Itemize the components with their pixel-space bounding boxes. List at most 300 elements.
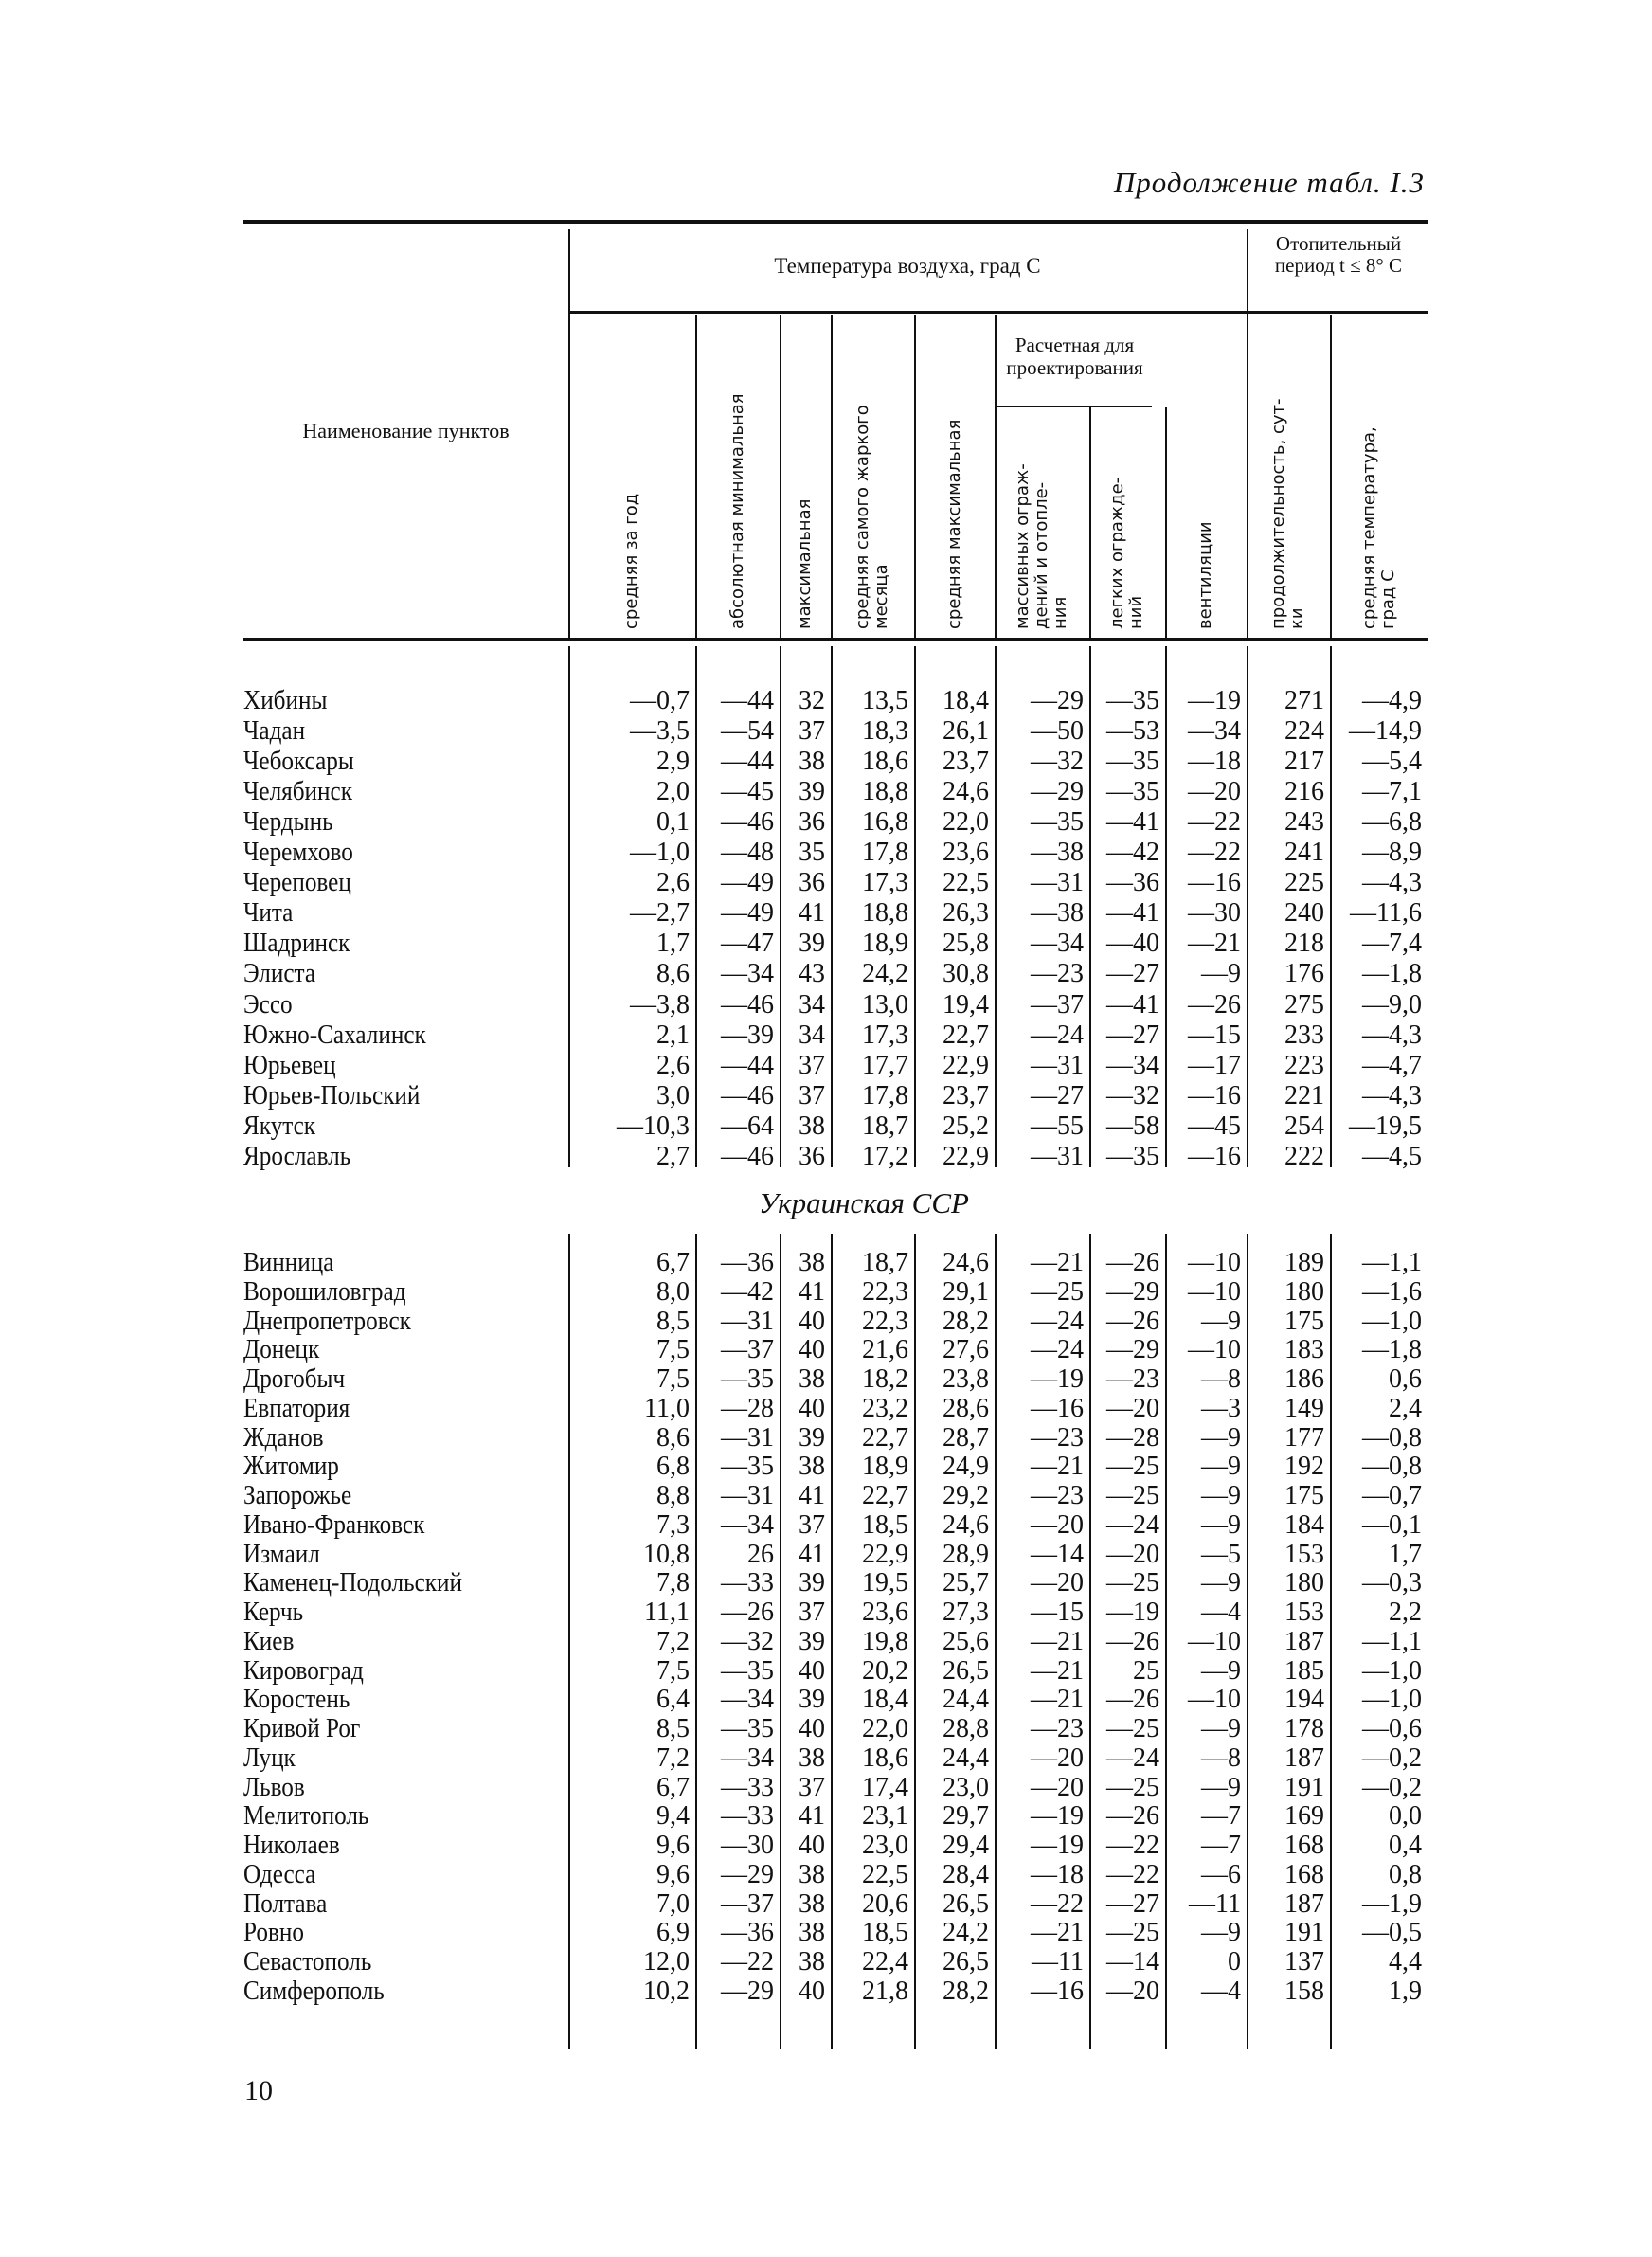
cell-col-6: —23 — [1031, 1422, 1084, 1453]
cell-col-5: 24,6 — [943, 777, 989, 807]
cell-col-8: —9 — [1201, 1772, 1241, 1802]
cell-col-10: —4,7 — [1362, 1050, 1422, 1080]
cell-col-10: —4,3 — [1362, 868, 1422, 898]
cell-col-7: —36 — [1106, 868, 1159, 898]
cell-col-6: —21 — [1031, 1685, 1084, 1715]
cell-col-1: 7,2 — [656, 1742, 690, 1773]
location-name: Дрогобыч — [243, 1364, 346, 1394]
design-group-rule — [995, 406, 1152, 407]
cell-col-5: 22,9 — [943, 1141, 989, 1171]
cell-col-5: 30,8 — [943, 959, 989, 989]
cell-col-8: —9 — [1201, 1306, 1241, 1336]
cell-col-7: —29 — [1106, 1335, 1159, 1365]
cell-col-8: —9 — [1201, 1509, 1241, 1540]
location-name: Чебоксары — [243, 747, 354, 777]
cell-col-6: —14 — [1031, 1539, 1084, 1569]
cell-col-9: 180 — [1284, 1568, 1324, 1598]
cell-col-2: —49 — [721, 868, 774, 898]
cell-col-2: —22 — [721, 1947, 774, 1977]
cell-col-4: 23,2 — [862, 1393, 908, 1423]
cell-col-3: 41 — [799, 1276, 825, 1307]
cell-col-9: 194 — [1284, 1685, 1324, 1715]
cell-col-10: —1,0 — [1362, 1306, 1422, 1336]
cell-col-5: 24,6 — [943, 1509, 989, 1540]
cell-col-6: —20 — [1031, 1742, 1084, 1773]
cell-col-4: 18,9 — [862, 929, 908, 959]
cell-col-5: 25,8 — [943, 929, 989, 959]
section-title-ukrainian-ssr: Украинская ССР — [759, 1186, 969, 1219]
cell-col-7: —41 — [1106, 898, 1159, 929]
cell-col-4: 18,5 — [862, 1918, 908, 1948]
cell-col-10: 2,2 — [1389, 1598, 1422, 1627]
table-row — [243, 1051, 1437, 1080]
cell-col-3: 39 — [799, 1422, 825, 1453]
cell-col-9: 185 — [1284, 1655, 1324, 1686]
cell-col-9: 177 — [1284, 1422, 1324, 1453]
table-row — [243, 1918, 1437, 1947]
table-row — [243, 1627, 1437, 1656]
cell-col-6: —22 — [1031, 1888, 1084, 1919]
table-row — [243, 1773, 1437, 1802]
cell-col-5: 19,4 — [943, 989, 989, 1020]
cell-col-1: —10,3 — [617, 1110, 690, 1141]
cell-col-2: —34 — [721, 1685, 774, 1715]
header-heating-period: Отопительный период t ≤ 8° С — [1274, 232, 1403, 277]
cell-col-5: 28,7 — [943, 1422, 989, 1453]
location-name: Коростень — [243, 1685, 350, 1715]
location-name: Львов — [243, 1772, 305, 1802]
cell-col-10: 0,6 — [1389, 1364, 1422, 1394]
table-row — [243, 1364, 1437, 1394]
table-row — [243, 1277, 1437, 1307]
cell-col-8: —15 — [1188, 1020, 1241, 1050]
cell-col-1: 2,7 — [656, 1141, 690, 1171]
cell-col-7: —25 — [1106, 1714, 1159, 1743]
cell-col-10: 4,4 — [1389, 1947, 1422, 1977]
cell-col-1: 0,1 — [656, 807, 690, 838]
location-name: Николаев — [243, 1831, 340, 1860]
cell-col-4: 19,5 — [862, 1568, 908, 1598]
cell-col-6: —31 — [1031, 1141, 1084, 1171]
cell-col-6: —19 — [1031, 1801, 1084, 1832]
cell-col-8: —9 — [1201, 1422, 1241, 1453]
cell-col-10: 0,8 — [1389, 1859, 1422, 1889]
cell-col-7: —22 — [1106, 1831, 1159, 1860]
cell-col-5: 26,3 — [943, 898, 989, 929]
cell-col-6: —21 — [1031, 1452, 1084, 1482]
cell-col-6: —29 — [1031, 686, 1084, 715]
cell-col-7: —22 — [1106, 1859, 1159, 1889]
cell-col-7: —20 — [1106, 1976, 1159, 2006]
cell-col-3: 37 — [799, 1050, 825, 1080]
cell-col-5: 22,7 — [943, 1020, 989, 1050]
cell-col-5: 27,3 — [943, 1598, 989, 1627]
cell-col-4: 18,6 — [862, 1742, 908, 1773]
header-divider — [695, 315, 697, 638]
cell-col-10: —4,9 — [1362, 686, 1422, 715]
cell-col-4: 13,0 — [862, 989, 908, 1020]
table-row — [243, 716, 1437, 746]
cell-col-6: —34 — [1031, 929, 1084, 959]
cell-col-7: —24 — [1106, 1509, 1159, 1540]
cell-col-5: 24,6 — [943, 1248, 989, 1277]
cell-col-8: —19 — [1188, 686, 1241, 715]
cell-col-3: 38 — [799, 1110, 825, 1141]
cell-col-8: —18 — [1188, 747, 1241, 777]
cell-col-4: 18,2 — [862, 1364, 908, 1394]
cell-col-9: 225 — [1284, 868, 1324, 898]
cell-col-10: —8,9 — [1362, 838, 1422, 868]
cell-col-1: 8,6 — [656, 1422, 690, 1453]
cell-col-3: 39 — [799, 1568, 825, 1598]
cell-col-2: —46 — [721, 1080, 774, 1110]
cell-col-3: 40 — [799, 1831, 825, 1860]
cell-col-2: —42 — [721, 1276, 774, 1307]
cell-col-5: 25,7 — [943, 1568, 989, 1598]
location-name: Полтава — [243, 1888, 328, 1919]
column-header-9: продолжительность, сут- ки — [1268, 398, 1307, 629]
cell-col-3: 38 — [799, 1918, 825, 1948]
table-row — [243, 838, 1437, 867]
cell-col-5: 29,2 — [943, 1481, 989, 1510]
cell-col-4: 16,8 — [862, 807, 908, 838]
cell-col-9: 216 — [1284, 777, 1324, 807]
cell-col-8: —8 — [1201, 1364, 1241, 1394]
cell-col-5: 24,4 — [943, 1685, 989, 1715]
header-divider — [568, 229, 570, 638]
cell-col-3: 41 — [799, 1801, 825, 1832]
cell-col-1: 8,5 — [656, 1714, 690, 1743]
column-header-8: вентиляции — [1195, 521, 1215, 629]
cell-col-5: 29,1 — [943, 1276, 989, 1307]
cell-col-5: 28,2 — [943, 1976, 989, 2006]
cell-col-3: 40 — [799, 1655, 825, 1686]
cell-col-4: 21,8 — [862, 1976, 908, 2006]
cell-col-3: 40 — [799, 1335, 825, 1365]
cell-col-2: —34 — [721, 1509, 774, 1540]
table-row — [243, 1656, 1437, 1686]
table-row — [243, 1977, 1437, 2006]
cell-col-4: 18,8 — [862, 777, 908, 807]
cell-col-6: —16 — [1031, 1976, 1084, 2006]
cell-col-1: 9,4 — [656, 1801, 690, 1832]
cell-col-3: 40 — [799, 1976, 825, 2006]
cell-col-8: —9 — [1201, 1481, 1241, 1510]
cell-col-5: 22,5 — [943, 868, 989, 898]
cell-col-3: 34 — [799, 1020, 825, 1050]
cell-col-3: 39 — [799, 777, 825, 807]
cell-col-7: —28 — [1106, 1422, 1159, 1453]
table-row — [243, 1860, 1437, 1889]
table-row — [243, 1540, 1437, 1569]
column-header-2: абсолютная минимальная — [727, 393, 747, 629]
cell-col-6: —31 — [1031, 868, 1084, 898]
cell-col-7: —19 — [1106, 1598, 1159, 1627]
cell-col-1: —0,7 — [630, 686, 690, 715]
cell-col-5: 28,2 — [943, 1306, 989, 1336]
cell-col-4: 17,8 — [862, 1080, 908, 1110]
cell-col-1: 3,0 — [656, 1080, 690, 1110]
location-name: Ярославль — [243, 1141, 351, 1171]
table-row — [243, 868, 1437, 897]
column-header-5: средняя максимальная — [943, 419, 964, 629]
table-row — [243, 1685, 1437, 1714]
cell-col-9: 189 — [1284, 1248, 1324, 1277]
cell-col-10: —0,2 — [1362, 1742, 1422, 1773]
cell-col-10: —0,1 — [1362, 1509, 1422, 1540]
cell-col-3: 36 — [799, 807, 825, 838]
cell-col-3: 37 — [799, 716, 825, 747]
location-name: Евпатория — [243, 1393, 350, 1423]
cell-col-8: —10 — [1188, 1335, 1241, 1365]
cell-col-8: —9 — [1201, 1714, 1241, 1743]
cell-col-10: —4,5 — [1362, 1141, 1422, 1171]
cell-col-8: 0 — [1228, 1947, 1241, 1977]
cell-col-1: 6,7 — [656, 1772, 690, 1802]
cell-col-9: 224 — [1284, 716, 1324, 747]
cell-col-1: 9,6 — [656, 1859, 690, 1889]
cell-col-9: 223 — [1284, 1050, 1324, 1080]
cell-col-8: —4 — [1201, 1598, 1241, 1627]
cell-col-7: —35 — [1106, 777, 1159, 807]
cell-col-10: —6,8 — [1362, 807, 1422, 838]
cell-col-4: 22,4 — [862, 1947, 908, 1977]
cell-col-3: 35 — [799, 838, 825, 868]
cell-col-10: —1,0 — [1362, 1685, 1422, 1715]
cell-col-6: —29 — [1031, 777, 1084, 807]
cell-col-4: 18,3 — [862, 716, 908, 747]
header-bottom-rule — [243, 638, 1428, 641]
cell-col-8: —4 — [1201, 1976, 1241, 2006]
cell-col-8: —21 — [1188, 929, 1241, 959]
cell-col-8: —22 — [1188, 807, 1241, 838]
cell-col-3: 43 — [799, 959, 825, 989]
location-name: Череповец — [243, 868, 351, 898]
cell-col-8: —30 — [1188, 898, 1241, 929]
cell-col-10: —7,1 — [1362, 777, 1422, 807]
cell-col-2: —33 — [721, 1568, 774, 1598]
table-row — [243, 1335, 1437, 1364]
cell-col-8: —10 — [1188, 1685, 1241, 1715]
table-row — [243, 1743, 1437, 1773]
cell-col-2: —30 — [721, 1831, 774, 1860]
table-row — [243, 898, 1437, 928]
cell-col-9: 187 — [1284, 1742, 1324, 1773]
cell-col-6: —15 — [1031, 1598, 1084, 1627]
cell-col-5: 22,9 — [943, 1050, 989, 1080]
table-row — [243, 1510, 1437, 1540]
location-name: Черемхово — [243, 838, 353, 868]
cell-col-2: —29 — [721, 1976, 774, 2006]
cell-col-8: —8 — [1201, 1742, 1241, 1773]
cell-col-9: 192 — [1284, 1452, 1324, 1482]
cell-col-6: —21 — [1031, 1626, 1084, 1656]
group-rule — [568, 311, 1428, 314]
cell-col-2: —45 — [721, 777, 774, 807]
cell-col-4: 20,2 — [862, 1655, 908, 1686]
column-header-10: средняя температура, град С — [1358, 426, 1398, 629]
location-name: Ворошиловград — [243, 1276, 406, 1307]
table-row — [243, 990, 1437, 1020]
cell-col-1: 8,0 — [656, 1276, 690, 1307]
cell-col-6: —18 — [1031, 1859, 1084, 1889]
column-header-7: легких огражде- ний — [1107, 477, 1146, 629]
cell-col-7: —41 — [1106, 989, 1159, 1020]
cell-col-9: 137 — [1284, 1947, 1324, 1977]
cell-col-2: —26 — [721, 1598, 774, 1627]
cell-col-2: —44 — [721, 686, 774, 715]
location-name: Челябинск — [243, 777, 352, 807]
table-row — [243, 1248, 1437, 1277]
cell-col-10: —0,3 — [1362, 1568, 1422, 1598]
cell-col-10: 0,0 — [1389, 1801, 1422, 1832]
header-design: Расчетная для проектирования — [1006, 334, 1143, 379]
cell-col-6: —24 — [1031, 1020, 1084, 1050]
cell-col-2: —34 — [721, 959, 774, 989]
cell-col-4: 22,9 — [862, 1539, 908, 1569]
cell-col-1: —3,8 — [630, 989, 690, 1020]
cell-col-9: 180 — [1284, 1276, 1324, 1307]
cell-col-8: —11 — [1189, 1888, 1241, 1919]
cell-col-9: 158 — [1284, 1976, 1324, 2006]
location-name: Винница — [243, 1248, 334, 1277]
location-name: Элиста — [243, 959, 316, 989]
location-name: Юрьевец — [243, 1050, 336, 1080]
cell-col-6: —27 — [1031, 1080, 1084, 1110]
cell-col-2: —31 — [721, 1481, 774, 1510]
cell-col-4: 20,6 — [862, 1888, 908, 1919]
header-divider — [1247, 229, 1248, 638]
cell-col-4: 13,5 — [862, 686, 908, 715]
location-name: Ивано-Франковск — [243, 1509, 425, 1540]
cell-col-5: 29,7 — [943, 1801, 989, 1832]
cell-col-7: —26 — [1106, 1306, 1159, 1336]
cell-col-5: 23,7 — [943, 747, 989, 777]
cell-col-8: —9 — [1201, 1452, 1241, 1482]
cell-col-10: 2,4 — [1389, 1393, 1422, 1423]
cell-col-8: —7 — [1201, 1831, 1241, 1860]
cell-col-9: 153 — [1284, 1598, 1324, 1627]
header-divider — [1089, 407, 1091, 638]
cell-col-5: 23,7 — [943, 1080, 989, 1110]
cell-col-10: —1,6 — [1362, 1276, 1422, 1307]
cell-col-4: 17,8 — [862, 838, 908, 868]
cell-col-1: 7,0 — [656, 1888, 690, 1919]
cell-col-3: 37 — [799, 1598, 825, 1627]
cell-col-6: —50 — [1031, 716, 1084, 747]
location-name: Хибины — [243, 686, 328, 715]
cell-col-8: —16 — [1188, 1080, 1241, 1110]
cell-col-4: 18,5 — [862, 1509, 908, 1540]
cell-col-10: —0,2 — [1362, 1772, 1422, 1802]
cell-col-9: 243 — [1284, 807, 1324, 838]
cell-col-3: 34 — [799, 989, 825, 1020]
location-name: Запорожье — [243, 1481, 352, 1510]
cell-col-9: 153 — [1284, 1539, 1324, 1569]
cell-col-6: —21 — [1031, 1918, 1084, 1948]
cell-col-9: 191 — [1284, 1772, 1324, 1802]
cell-col-1: 7,5 — [656, 1655, 690, 1686]
cell-col-3: 37 — [799, 1080, 825, 1110]
cell-col-6: —23 — [1031, 1481, 1084, 1510]
cell-col-9: 275 — [1284, 989, 1324, 1020]
location-name: Житомир — [243, 1452, 339, 1482]
cell-col-7: —35 — [1106, 1141, 1159, 1171]
cell-col-10: —5,4 — [1362, 747, 1422, 777]
cell-col-4: 18,7 — [862, 1248, 908, 1277]
cell-col-6: —20 — [1031, 1772, 1084, 1802]
table-row — [243, 1142, 1437, 1171]
cell-col-2: —35 — [721, 1714, 774, 1743]
table-row — [243, 1481, 1437, 1510]
cell-col-2: —35 — [721, 1364, 774, 1394]
cell-col-7: —34 — [1106, 1050, 1159, 1080]
location-name: Юрьев-Польский — [243, 1080, 421, 1110]
cell-col-9: 217 — [1284, 747, 1324, 777]
cell-col-1: 2,9 — [656, 747, 690, 777]
cell-col-3: 41 — [799, 898, 825, 929]
cell-col-5: 24,9 — [943, 1452, 989, 1482]
table-row — [243, 1598, 1437, 1627]
table-row — [243, 1889, 1437, 1919]
cell-col-6: —38 — [1031, 898, 1084, 929]
cell-col-8: —9 — [1201, 959, 1241, 989]
cell-col-4: 17,3 — [862, 1020, 908, 1050]
column-header-3: максимальная — [795, 498, 815, 629]
cell-col-5: 23,8 — [943, 1364, 989, 1394]
cell-col-3: 40 — [799, 1306, 825, 1336]
cell-col-6: —31 — [1031, 1050, 1084, 1080]
table-row — [243, 1947, 1437, 1977]
cell-col-2: —47 — [721, 929, 774, 959]
cell-col-10: —0,5 — [1362, 1918, 1422, 1948]
cell-col-1: 11,1 — [644, 1598, 690, 1627]
cell-col-1: 11,0 — [644, 1393, 690, 1423]
cell-col-4: 18,7 — [862, 1110, 908, 1141]
header-divider — [995, 315, 997, 638]
cell-col-2: —44 — [721, 1050, 774, 1080]
location-name: Ровно — [243, 1918, 304, 1948]
table-row — [243, 959, 1437, 988]
cell-col-10: —1,1 — [1362, 1248, 1422, 1277]
location-name: Чадан — [243, 716, 306, 747]
cell-col-2: —44 — [721, 747, 774, 777]
cell-col-1: 1,7 — [656, 929, 690, 959]
cell-col-4: 18,8 — [862, 898, 908, 929]
cell-col-2: —46 — [721, 989, 774, 1020]
location-name: Донецк — [243, 1335, 320, 1365]
cell-col-2: —35 — [721, 1655, 774, 1686]
location-name: Кривой Рог — [243, 1714, 361, 1743]
location-name: Севастополь — [243, 1947, 372, 1977]
cell-col-5: 28,6 — [943, 1393, 989, 1423]
cell-col-10: —4,3 — [1362, 1020, 1422, 1050]
cell-col-2: —64 — [721, 1110, 774, 1141]
cell-col-7: —27 — [1106, 959, 1159, 989]
cell-col-4: 17,4 — [862, 1772, 908, 1802]
cell-col-2: —28 — [721, 1393, 774, 1423]
cell-col-1: 6,4 — [656, 1685, 690, 1715]
cell-col-9: 169 — [1284, 1801, 1324, 1832]
cell-col-9: 168 — [1284, 1831, 1324, 1860]
cell-col-8: —7 — [1201, 1801, 1241, 1832]
cell-col-5: 28,4 — [943, 1859, 989, 1889]
cell-col-7: —23 — [1106, 1364, 1159, 1394]
cell-col-4: 18,6 — [862, 747, 908, 777]
cell-col-4: 18,9 — [862, 1452, 908, 1482]
cell-col-1: 2,0 — [656, 777, 690, 807]
cell-col-7: —25 — [1106, 1918, 1159, 1948]
